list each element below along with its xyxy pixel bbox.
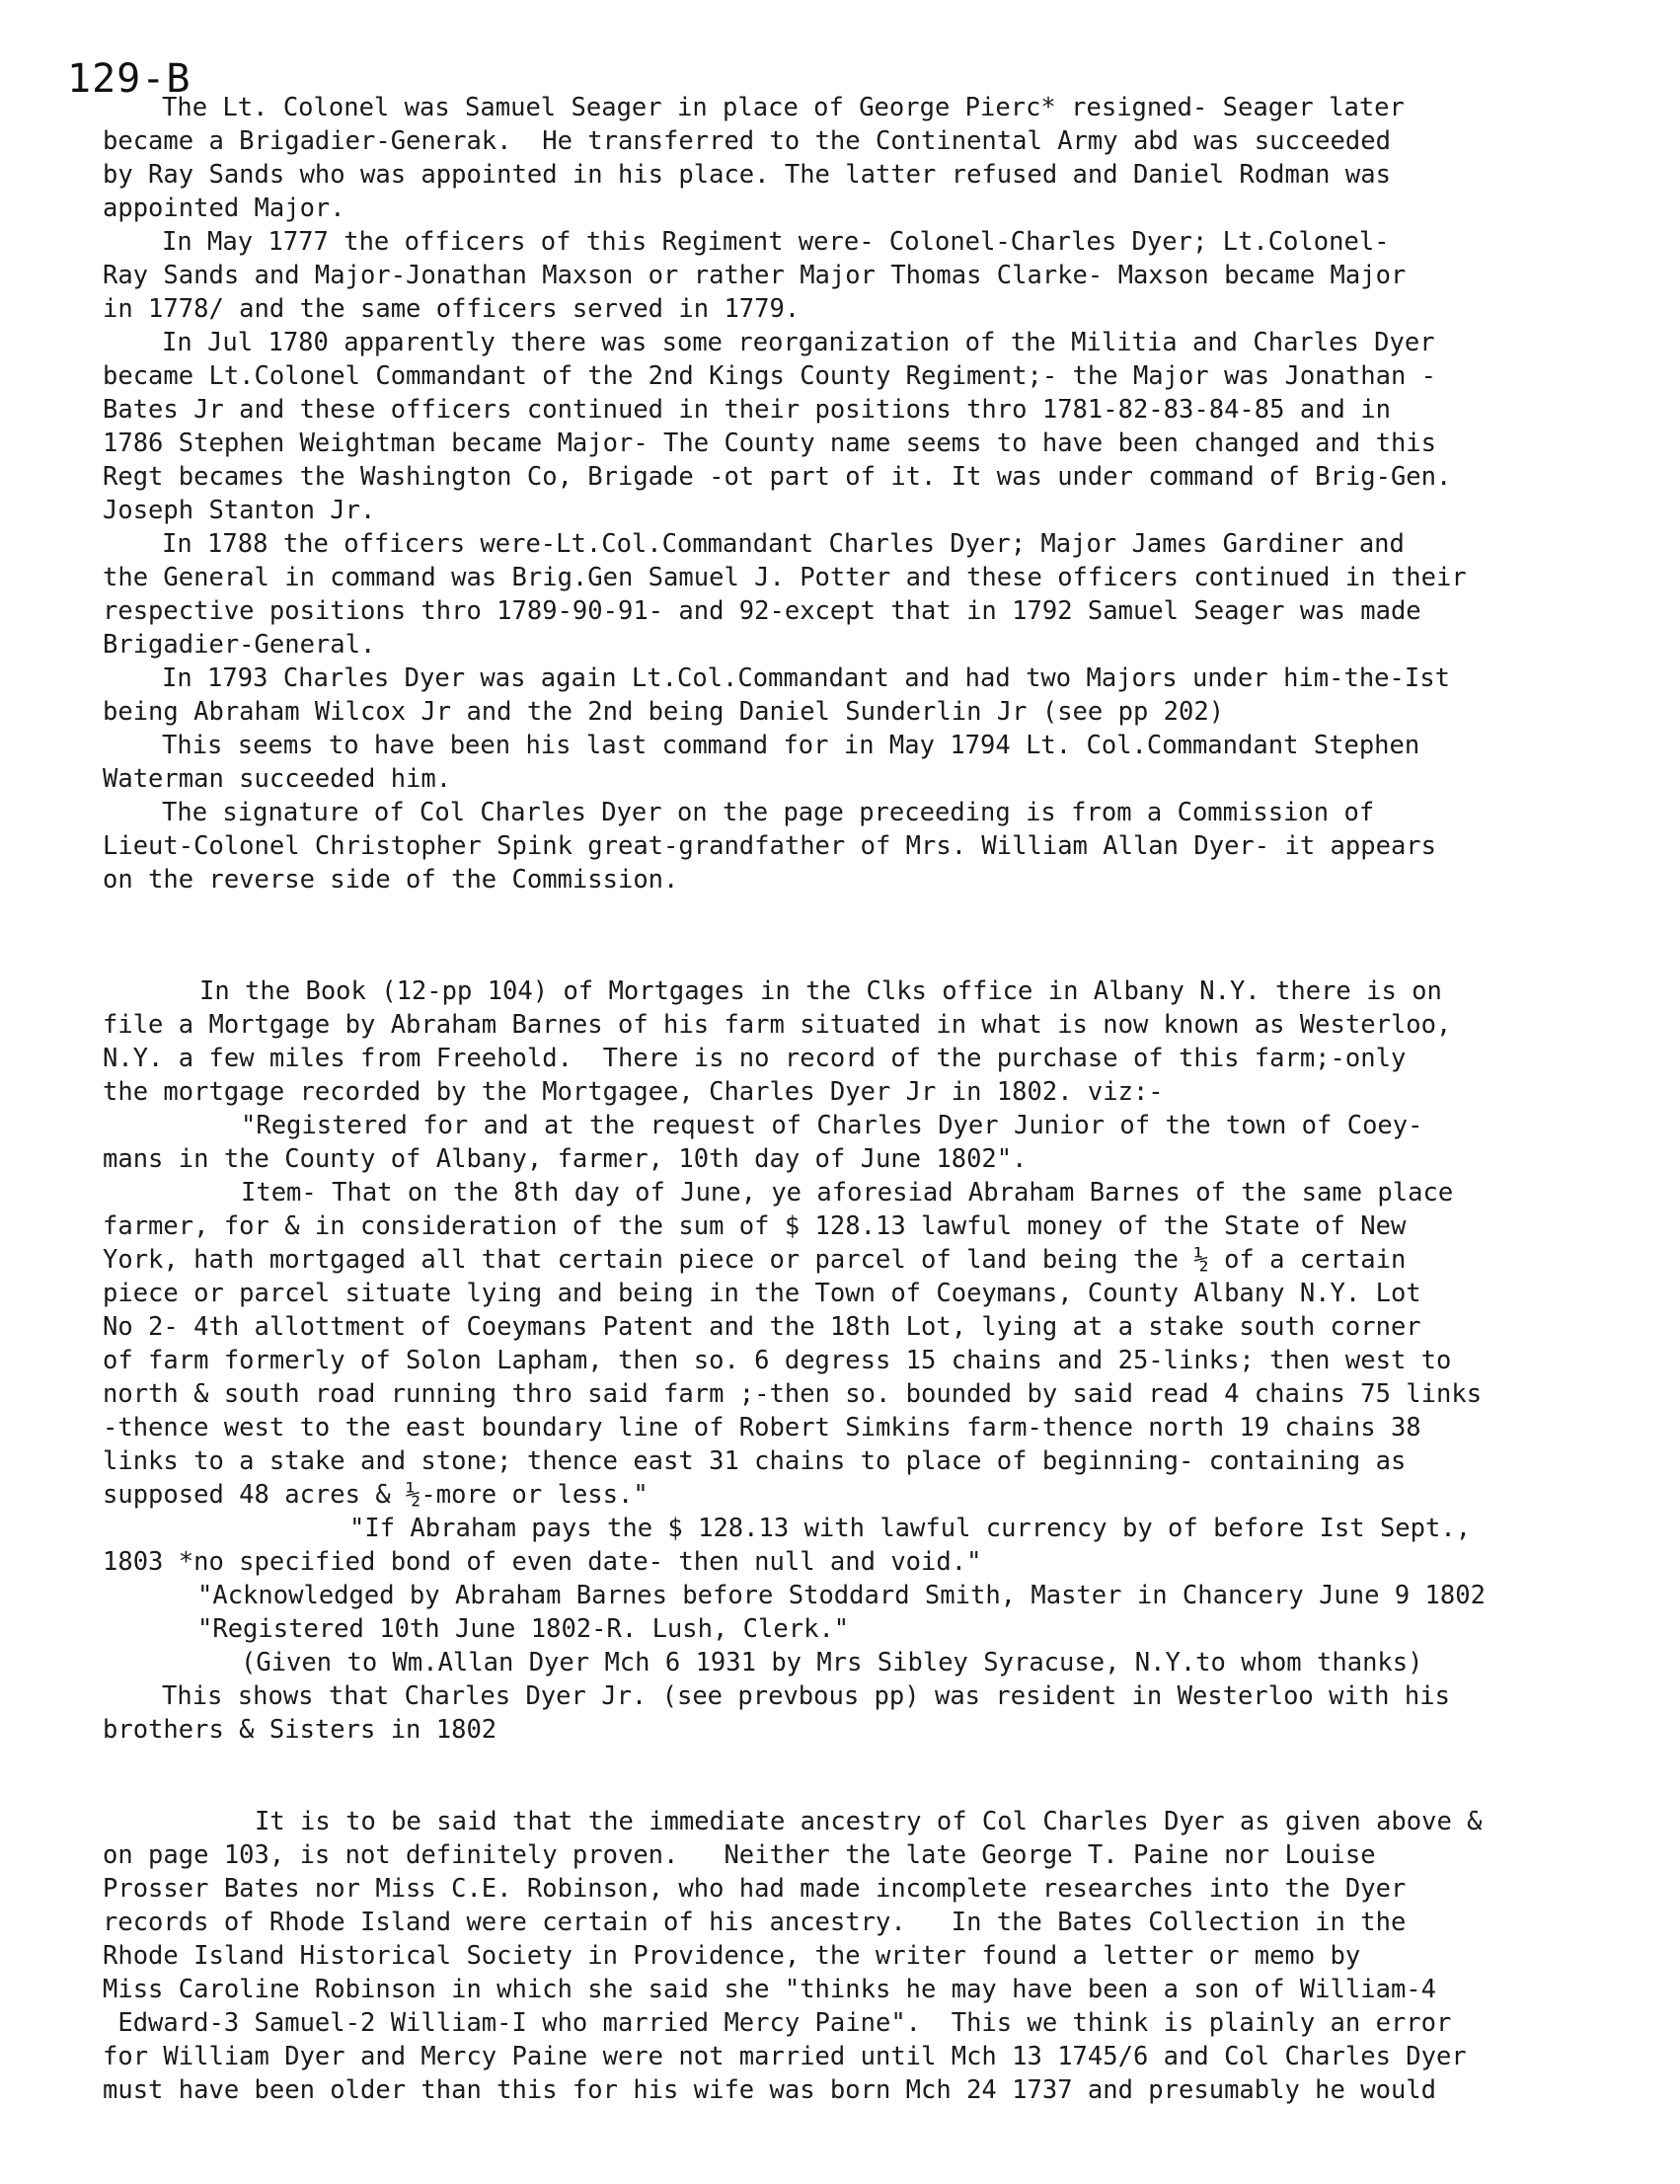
text-line: on page 103, is not definitely proven. Neither the late George T. Paine nor Louise [103,1840,1376,1870]
text-line: mans in the County of Albany, farmer, 10th day of June 1802". [103,1144,1028,1174]
text-line: This shows that Charles Dyer Jr. (see prevbous pp) was resident in Westerloo with his [162,1681,1450,1711]
text-line: In Jul 1780 apparently there was some reorganization of the Militia and Charles Dyer [162,328,1435,357]
text-line: on the reverse side of the Commission. [103,865,679,895]
text-line: records of Rhode Island were certain of his ancestry. In the Bates Collection in the [103,1908,1407,1937]
text-line: Rhode Island Historical Society in Providence, the writer found a letter or memo by [103,1941,1361,1971]
text-line: piece or parcel situate lying and being in the Town of Coeymans, County Albany N.Y. Lot [103,1279,1421,1308]
text-line: farmer, for & in consideration of the sum of $ 128.13 lawful money of the State of New [103,1211,1407,1241]
text-line: Prosser Bates nor Miss C.E. Robinson, who had made incomplete researches into the Dyer [103,1874,1407,1904]
text-line: Joseph Stanton Jr. [103,496,376,525]
text-line: Brigadier-General. [103,630,376,660]
text-line: must have been older than this for his wife was born Mch 24 1737 and presumably he would [103,2075,1437,2105]
text-line: north & south road running thro said farm ;-then so. bounded by said read 4 chains 75 links [103,1379,1483,1409]
text-line: Ray Sands and Major-Jonathan Maxson or rather Major Thomas Clarke- Maxson became Major [103,261,1407,290]
text-line: In 1788 the officers were-Lt.Col.Commandant Charles Dyer; Major James Gardiner and [162,529,1405,559]
text-line: -thence west to the east boundary line of Robert Simkins farm-thence north 19 chains 38 [103,1413,1421,1443]
text-line: "Registered 10th June 1802-R. Lush, Clerk." [197,1614,850,1644]
text-line: No 2- 4th allottment of Coeymans Patent and the 18th Lot, lying at a stake south corner [103,1312,1421,1342]
text-line: of farm formerly of Solon Lapham, then so. 6 degress 15 chains and 25-links; then west to [103,1346,1452,1375]
text-line: In May 1777 the officers of this Regiment were- Colonel-Charles Dyer; Lt.Colonel- [162,227,1390,257]
text-line: The Lt. Colonel was Samuel Seager in place of George Pierc* resigned- Seager later [162,93,1405,122]
text-line: N.Y. a few miles from Freehold. There is no record of the purchase of this farm;-only [103,1044,1407,1073]
text-line: (Given to Wm.Allan Dyer Mch 6 1931 by Mrs Sibley Syracuse, N.Y.to whom thanks) [241,1648,1423,1677]
text-line: In 1793 Charles Dyer was again Lt.Col.Commandant and had two Majors under him-the-Ist [162,663,1450,693]
text-line: the mortgage recorded by the Mortgagee, Charles Dyer Jr in 1802. viz:- [103,1077,1164,1107]
text-line: York, hath mortgaged all that certain piece or parcel of land being the ½ of a certain [103,1245,1407,1275]
section-mortgage [0,975,1486,1747]
text-line: The signature of Col Charles Dyer on the page preceeding is from a Commission of [162,798,1375,827]
text-line: links to a stake and stone; thence east 31 chains to place of beginning- containing as [103,1446,1407,1476]
text-line: It is to be said that the immediate ancestry of Col Charles Dyer as given above & [255,1807,1483,1836]
text-line: Miss Caroline Robinson in which she said she "thinks he may have been a son of William-4 [103,1975,1437,2004]
text-line: 1786 Stephen Weightman became Major- The County name seems to have been changed and this [103,429,1437,458]
text-line: This seems to have been his last command for in May 1794 Lt. Col.Commandant Stephen [162,731,1420,760]
text-line: Waterman succeeded him. [103,764,452,794]
page-number: 129-B [67,56,191,102]
text-line: "Acknowledged by Abraham Barnes before Stoddard Smith, Master in Chancery June 9 1802 [197,1581,1486,1610]
text-line: being Abraham Wilcox Jr and the 2nd being Daniel Sunderlin Jr (see pp 202) [103,697,1225,727]
text-line: file a Mortgage by Abraham Barnes of his farm situated in what is now known as Westerloo, [103,1010,1452,1040]
text-line: Lieut-Colonel Christopher Spink great-grandfather of Mrs. William Allan Dyer- it appears [103,831,1437,861]
section-ancestry [0,1805,1483,2107]
text-line: Regt becames the Washington Co, Brigade -ot part of it. It was under command of Brig-Gen. [103,462,1452,492]
text-line: supposed 48 acres & ½-more or less." [103,1480,649,1510]
text-line: became Lt.Colonel Commandant of the 2nd Kings County Regiment;- the Major was Jonathan - [103,361,1437,391]
text-line: respective positions thro 1789-90-91- and 92-except that in 1792 Samuel Seager was made [103,596,1421,626]
text-line: became a Brigadier-Generak. He transferred to the Continental Army abd was succeeded [103,126,1391,156]
text-line: brothers & Sisters in 1802 [103,1715,497,1745]
text-line: 1803 *no specified bond of even date- then null and void." [103,1547,982,1577]
text-line: Bates Jr and these officers continued in their positions thro 1781-82-83-84-85 and in [103,395,1391,425]
text-line: "If Abraham pays the $ 128.13 with lawful currency by of before Ist Sept., [349,1514,1472,1543]
text-line: for William Dyer and Mercy Paine were not married until Mch 13 1745/6 and Col Charles Dyer [103,2042,1467,2071]
text-line: in 1778/ and the same officers served in 1779. [103,294,801,324]
text-line: Item- That on the 8th day of June, ye aforesiad Abraham Barnes of the same place [241,1178,1454,1208]
text-line: by Ray Sands who was appointed in his place. The latter refused and Daniel Rodman was [103,160,1391,190]
text-line: In the Book (12-pp 104) of Mortgages in the Clks office in Albany N.Y. there is on [199,976,1442,1006]
section-militia [0,91,1467,897]
text-line: Edward-3 Samuel-2 William-I who married Mercy Paine". This we think is plainly an error [103,2008,1452,2038]
text-line: "Registered for and at the request of Charles Dyer Junior of the town of Coey- [241,1111,1423,1140]
text-line: the General in command was Brig.Gen Samuel J. Potter and these officers continued in their [103,563,1467,592]
text-line: appointed Major. [103,194,345,223]
